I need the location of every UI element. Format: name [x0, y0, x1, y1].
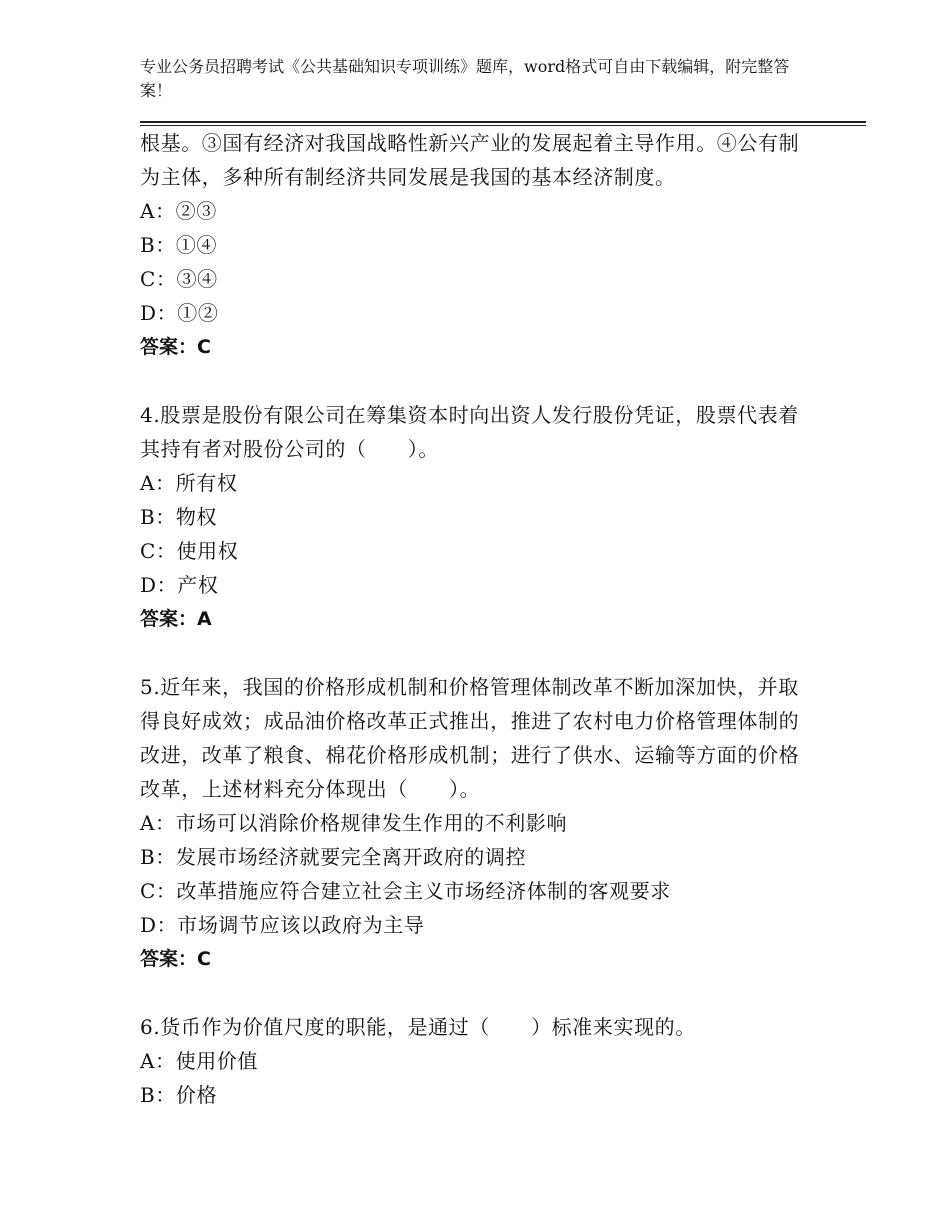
- header-divider: [140, 121, 866, 123]
- option-d: D：①②: [140, 301, 219, 325]
- spacer: [140, 636, 800, 670]
- question-6: [140, 1010, 800, 1112]
- option-b: B：发展市场经济就要完全离开政府的调控: [140, 845, 527, 869]
- answer: 答案：C: [140, 948, 211, 970]
- spacer: [140, 364, 800, 398]
- option-c: C：③④: [140, 267, 218, 291]
- option-a: A：所有权: [140, 471, 238, 495]
- page-header: 专业公务员招聘考试《公共基础知识专项训练》题库，word格式可自由下载编辑，附完整答案！: [140, 57, 790, 100]
- option-a: A：②③: [140, 199, 217, 223]
- question-stem: 6.货币作为价值尺度的职能，是通过（ ）标准来实现的。: [140, 1015, 696, 1039]
- option-a: A：使用价值: [140, 1049, 259, 1073]
- option-d: D：产权: [140, 573, 219, 597]
- question-stem: 5.近年来，我国的价格形成机制和价格管理体制改革不断加深加快，并取得良好成效；成品油价格改革正式推出，推进了农村电力价格管理体制的改进，改革了粮食、棉花价格形成机制；进行了供水、运输等方面的价格改革，上述材料充分体现出（ ）。: [140, 675, 800, 801]
- option-c: C：使用权: [140, 539, 239, 563]
- option-d: D：市场调节应该以政府为主导: [140, 913, 425, 937]
- option-b: B：价格: [140, 1083, 218, 1107]
- question-5: [140, 670, 800, 976]
- document-body: [140, 126, 800, 1112]
- spacer: [140, 976, 800, 1010]
- answer: 答案：C: [140, 336, 211, 358]
- option-a: A：市场可以消除价格规律发生作用的不利影响: [140, 811, 568, 835]
- option-c: C：改革措施应符合建立社会主义市场经济体制的客观要求: [140, 879, 671, 903]
- option-b: B：物权: [140, 505, 218, 529]
- question-stem: 4.股票是股份有限公司在筹集资本时向出资人发行股份凭证，股票代表着其持有者对股份公司的（ ）。: [140, 403, 799, 461]
- continued-question-text: 根基。③国有经济对我国战略性新兴产业的发展起着主导作用。④公有制为主体，多种所有制经济共同发展是我国的基本经济制度。: [140, 131, 800, 189]
- question-4: [140, 398, 800, 636]
- answer: 答案：A: [140, 608, 212, 630]
- option-b: B：①④: [140, 233, 218, 257]
